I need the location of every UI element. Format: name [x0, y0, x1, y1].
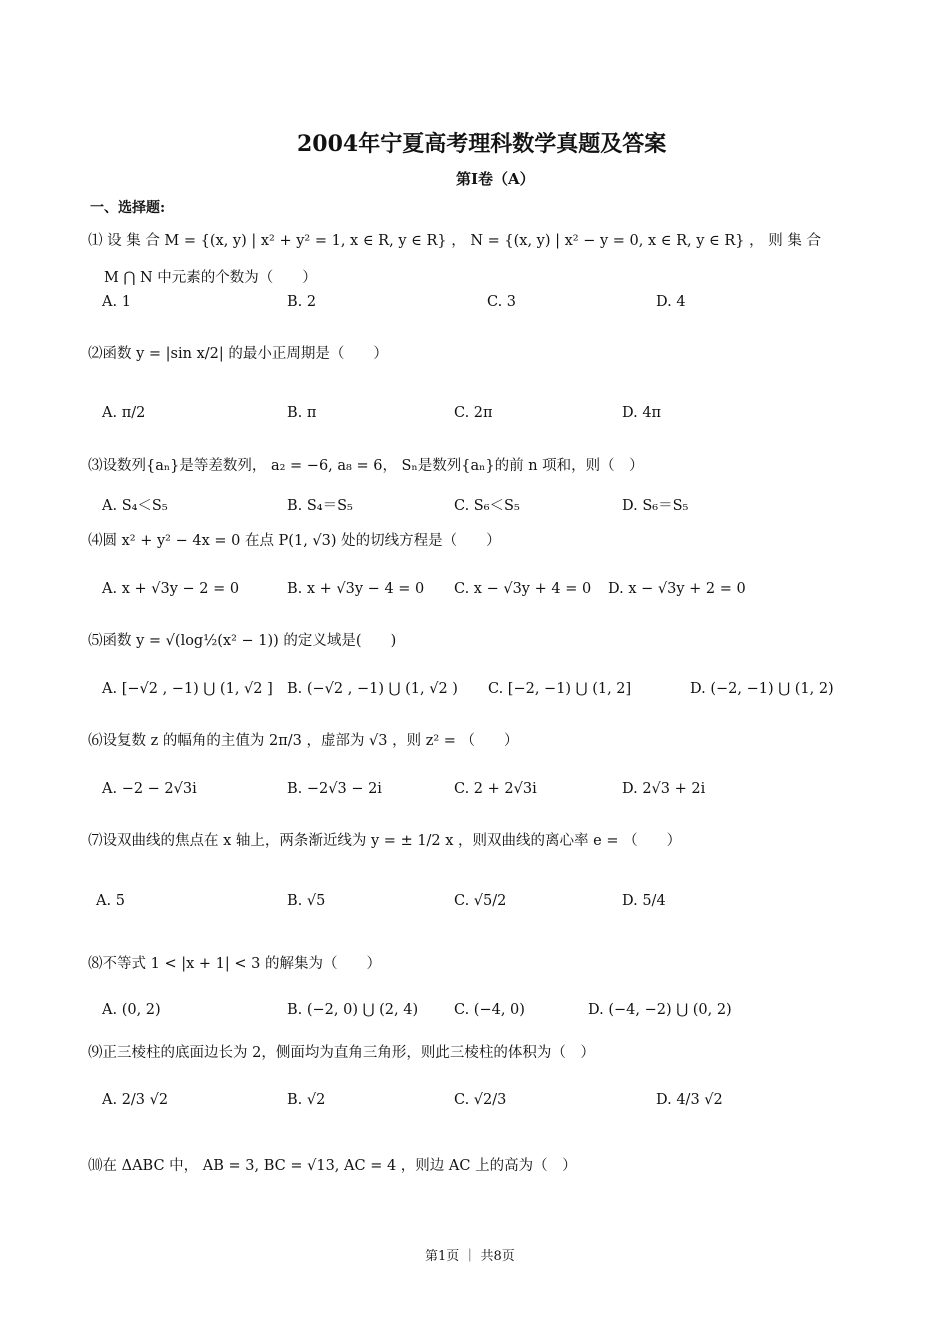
- question-3-option-d: D. S₆＝S₅: [622, 498, 689, 514]
- question-4-option-b: B. x + √3y − 4 = 0: [287, 581, 425, 597]
- page-title: 2004年宁夏高考理科数学真题及答案: [297, 131, 667, 157]
- question-8-option-a: A. (0, 2): [102, 1002, 161, 1018]
- question-4-stem: ⑷圆 x² + y² − 4x = 0 在点 P(1, √3) 处的切线方程是（ ）: [88, 533, 501, 549]
- question-1-stem-cont: M ⋂ N 中元素的个数为（ ）: [104, 270, 317, 286]
- question-6-stem: ⑹设复数 z 的幅角的主值为 2π/3 ，虚部为 √3 ，则 z² = （ ）: [88, 733, 519, 749]
- question-1-option-b: B. 2: [287, 294, 317, 310]
- question-9-option-d: D. 4/3 √2: [656, 1092, 723, 1108]
- question-2-stem: ⑵函数 y = |sin x/2| 的最小正周期是（ ）: [88, 346, 388, 362]
- question-2-option-b: B. π: [287, 405, 317, 421]
- question-5-option-b: B. (−√2 , −1) ⋃ (1, √2 ): [287, 681, 458, 697]
- question-9-stem: ⑼正三棱柱的底面边长为 2，侧面均为直角三角形，则此三棱柱的体积为（ ）: [88, 1045, 595, 1061]
- question-9-option-c: C. √2/3: [454, 1092, 507, 1108]
- question-4-option-c: C. x − √3y + 4 = 0: [454, 581, 592, 597]
- question-5-option-c: C. [−2, −1) ⋃ (1, 2]: [488, 681, 632, 697]
- question-5-option-a: A. [−√2 , −1) ⋃ (1, √2 ]: [102, 681, 273, 697]
- question-2-option-a: A. π/2: [102, 405, 146, 421]
- question-3-option-b: B. S₄＝S₅: [287, 498, 353, 514]
- question-4-option-d: D. x − √3y + 2 = 0: [608, 581, 746, 597]
- question-7-stem: ⑺设双曲线的焦点在 x 轴上，两条渐近线为 y = ± 1/2 x ，则双曲线的离心率 e = （ ）: [88, 833, 682, 849]
- question-4-option-a: A. x + √3y − 2 = 0: [102, 581, 240, 597]
- question-8-option-b: B. (−2, 0) ⋃ (2, 4): [287, 1002, 419, 1018]
- question-2-option-c: C. 2π: [454, 405, 493, 421]
- question-8-stem: ⑻不等式 1 < |x + 1| < 3 的解集为（ ）: [88, 956, 381, 972]
- question-7-option-c: C. √5/2: [454, 893, 507, 909]
- question-2-option-d: D. 4π: [622, 405, 662, 421]
- question-6-option-d: D. 2√3 + 2i: [622, 781, 706, 797]
- question-7-option-a: A. 5: [96, 893, 125, 909]
- question-9-option-a: A. 2/3 √2: [102, 1092, 169, 1108]
- question-1-option-d: D. 4: [656, 294, 686, 310]
- question-10-stem: ⑽在 ΔABC 中， AB = 3, BC = √13, AC = 4 ，则边 AC 上的高为（ ）: [88, 1158, 577, 1174]
- question-3-option-c: C. S₆＜S₅: [454, 498, 520, 514]
- question-6-option-b: B. −2√3 − 2i: [287, 781, 382, 797]
- question-5-stem: ⑸函数 y = √(log½(x² − 1)) 的定义域是( ): [88, 633, 397, 649]
- section-heading: 一、选择题:: [90, 200, 166, 216]
- question-6-option-a: A. −2 − 2√3i: [102, 781, 197, 797]
- question-7-option-b: B. √5: [287, 893, 326, 909]
- question-3-stem: ⑶设数列{aₙ}是等差数列， a₂ = −6, a₈ = 6， Sₙ是数列{aₙ}的前 n 项和，则（ ）: [88, 458, 644, 474]
- question-1-option-c: C. 3: [487, 294, 517, 310]
- question-1-stem: ⑴ 设 集 合 M = {(x, y) | x² + y² = 1, x ∈ R, y ∈ R} ， N = {(x, y) | x² − y = 0, x ∈ R, y ∈ R} ， 则 集 合: [88, 233, 821, 249]
- page-footer: 第1页 ｜ 共8页: [425, 1249, 515, 1264]
- question-5-option-d: D. (−2, −1) ⋃ (1, 2): [690, 681, 834, 697]
- question-8-option-c: C. (−4, 0): [454, 1002, 525, 1018]
- question-3-option-a: A. S₄＜S₅: [102, 498, 168, 514]
- question-1-option-a: A. 1: [102, 294, 131, 310]
- question-7-option-d: D. 5/4: [622, 893, 666, 909]
- page-subtitle: 第Ⅰ卷（A）: [456, 170, 535, 188]
- question-9-option-b: B. √2: [287, 1092, 326, 1108]
- question-6-option-c: C. 2 + 2√3i: [454, 781, 537, 797]
- question-8-option-d: D. (−4, −2) ⋃ (0, 2): [588, 1002, 732, 1018]
